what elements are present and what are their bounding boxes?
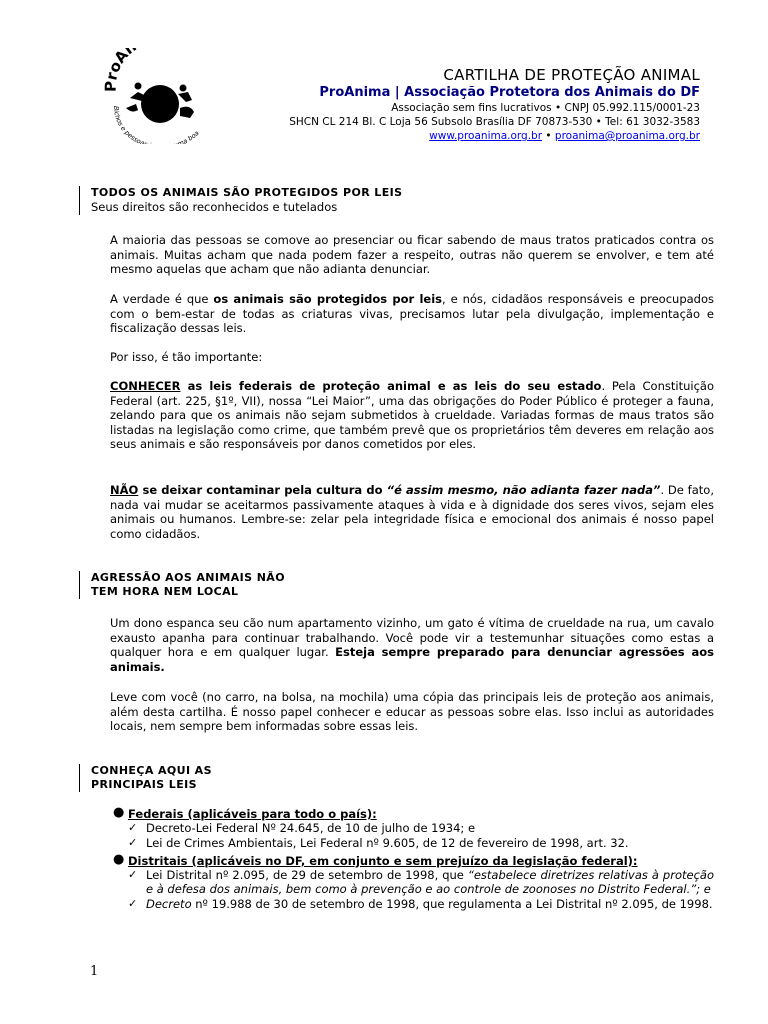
logo-tagline: Bichos e pessoa ma boa [111,105,201,144]
text-run: A verdade é que [110,292,214,306]
checkmark-icon: ✓ [128,835,138,849]
section-1-title: TODOS OS ANIMAIS SÃO PROTEGIDOS POR LEIS [91,186,403,199]
bullet-icon: ● [113,805,125,820]
logo-wordmark: ProA [101,48,132,93]
section-2-title-line-1: AGRESSÃO AOS ANIMAIS NÃO [91,571,285,584]
law-text: Decreto [146,896,192,911]
document-title: CARTILHA DE PROTEÇÃO ANIMAL [443,66,700,84]
organization-cnpj: Associação sem fins lucrativos • CNPJ 05.992.115/0001-23 [391,102,700,114]
list-item-federal [110,807,714,821]
list-item-distrital [110,851,714,868]
law-text: nº 19.988 de 30 de setembro de 1998, que regulamenta a Lei Distrital nº 2.095, de 1998. [191,896,713,911]
organization-name: ProAnima | Associação Protetora dos Animais do DF [319,85,700,100]
section-1-paragraph-2 [110,292,714,336]
section-2-paragraph-1 [110,616,714,674]
list-item [110,868,714,897]
law-quote: “estabelece diretrizes relativas à proteção e à defesa dos animais, bem como à prevenção e ao controle de zoonoses no Distrito Federal.”; e [146,868,714,897]
section-2-title-line-2: TEM HORA NEM LOCAL [91,585,239,598]
emphasis: se deixar contaminar pela cultura do [138,483,387,497]
section-1-paragraph-5 [110,483,714,541]
website-link[interactable]: www.proanima.org.br [429,130,543,142]
emphasis: Esteja sempre preparado para denunciar agressões aos animais. [110,645,714,674]
email-link[interactable]: proanima@proanima.org.br [554,130,700,142]
checkmark-icon: ✓ [128,868,138,882]
emphasis: as leis federais de proteção animal e as leis do seu estado [180,379,602,393]
checkmark-icon: ✓ [128,896,138,910]
document-header [289,66,700,143]
list-item [110,821,714,835]
text-run: , e nós, cidadãos responsáveis e preocupados com o bem-estar de todas as criaturas vivas, precisamos lutar pela divulgação, implementação e fiscalização dessas leis. [110,292,714,336]
section-1-paragraph-3: Por isso, é tão importante: [110,350,263,364]
section-1-heading [79,186,402,215]
section-3-heading [79,764,212,792]
bullet-icon: ● [113,851,125,867]
law-text: Lei Distrital nº 2.095, de 29 de setembro de 1998, que [146,868,468,883]
section-1-paragraph-1: A maioria das pessoas se comove ao presenciar ou ficar sabendo de maus tratos praticados contra os animais. Muitas acham que nada podem fazer a respeito, outras não querem se envolver, e tem até mesmo aquelas que acham que não adianta denunciar. [110,233,714,277]
list-item [110,897,714,911]
quote: “é assim mesmo, não adianta fazer nada” [386,483,661,497]
section-2-heading [79,571,285,599]
contact-separator: • [542,130,555,142]
organization-contacts [289,129,700,143]
law-text: Lei de Crimes Ambientais, Lei Federal nº 9.605, de 12 de fevereiro de 1998, art. 32. [146,835,629,850]
law-text: Decreto-Lei Federal Nº 24.645, de 10 de julho de 1934; e [146,821,476,836]
section-2-paragraph-2: Leve com você (no carro, na bolsa, na mochila) uma cópia das principais leis de proteção aos animais, além desta cartilha. É nosso papel conhecer e educar as pessoas sobre elas. Isso inclui as autoridades locais, nem sempre bem informadas sobre essas leis. [110,690,714,734]
text-run: . De fato, nada vai mudar se aceitarmos passivamente ataques à vida e à dignidade dos seres vivos, sejam eles animais ou humanos. Lembre-se: zelar pela integridade física e emocional dos animais é nosso papel como cidadãos. [110,483,714,541]
organization-address: SHCN CL 214 Bl. C Loja 56 Subsolo Brasília DF 70873-530 • Tel: 61 3032-3583 [289,116,700,128]
keyword-nao: NÃO [110,483,139,497]
section-3-title-line-1: CONHEÇA AQUI AS [91,764,212,777]
keyword-conhecer: CONHECER [110,379,181,393]
proanima-logo [100,48,220,144]
text-run: Um dono espanca seu cão num apartamento vizinho, um gato é vítima de crueldade na rua, um cavalo exausto apanha para continuar trabalhando. Você pode vir a testemunhar situações como estas a qualquer hora e em qualquer lugar. [110,616,714,660]
text-run: . Pela Constituição Federal (art. 225, §1º, VII), nossa “Lei Maior”, uma das obrigações do Poder Público é proteger a fauna, zelando para que os animais não sejam submetidos à crueldade. Variadas formas de maus tratos são listadas na legislação como crime, que também prevê que os proprietários têm deveres em relação aos seus animais e são responsáveis por danos cometidos por eles. [110,379,714,452]
federal-label: Federais (aplicáveis para todo o país): [128,807,377,821]
emphasis: os animais são protegidos por leis [213,292,443,306]
page-number: 1 [90,964,99,979]
section-1-subtitle: Seus direitos são reconhecidos e tutelados [91,200,338,214]
checkmark-icon: ✓ [128,821,138,835]
laws-list [110,807,714,911]
section-3-title-line-2: PRINCIPAIS LEIS [91,778,197,791]
section-1-paragraph-4 [110,379,714,452]
list-item [110,836,714,850]
distrital-label: Distritais (aplicáveis no DF, em conjunto e sem prejuízo da legislação federal): [128,853,638,868]
